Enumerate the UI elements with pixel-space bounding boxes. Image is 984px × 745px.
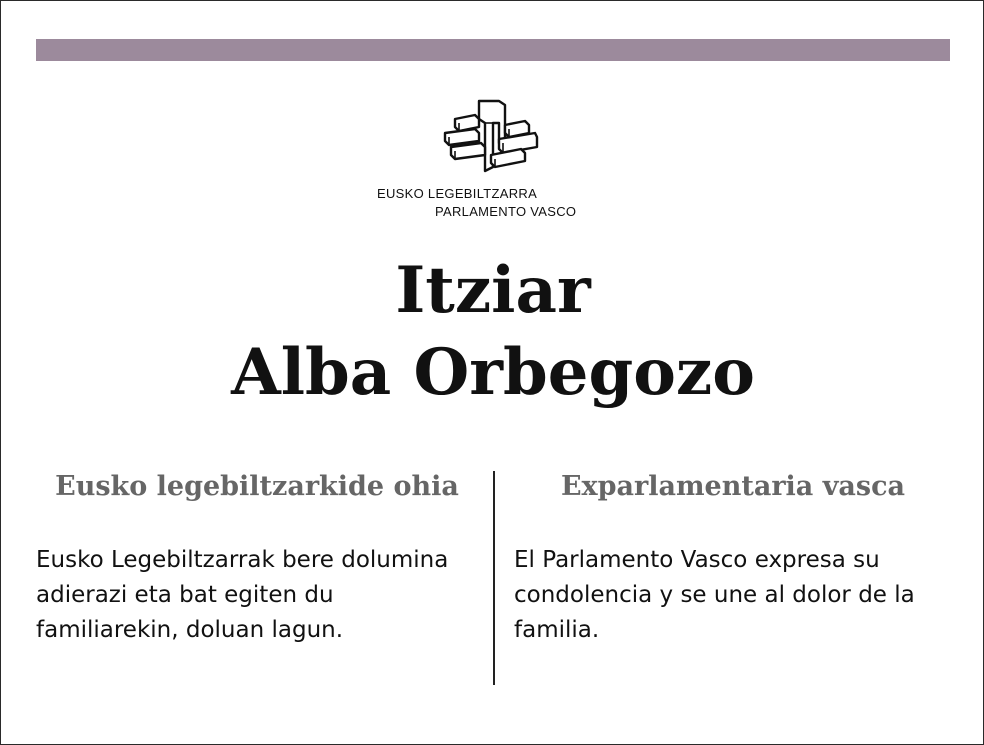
spanish-condolence-text: El Parlamento Vasco expresa su condolencia y se une al dolor de la familia. <box>514 547 915 643</box>
deceased-first-name: Itziar <box>395 253 591 328</box>
org-name-basque: EUSKO LEGEBILTZARRA <box>377 186 538 201</box>
top-accent-bar <box>36 39 950 61</box>
basque-column-heading: Eusko legebiltzarkide ohia <box>55 471 459 502</box>
basque-condolence-text: Eusko Legebiltzarrak bere dolumina adierazi eta bat egiten du familiarekin, doluan lagun. <box>36 547 449 643</box>
org-name-spanish: PARLAMENTO VASCO <box>435 204 577 219</box>
parliament-logo-icon <box>441 97 541 183</box>
column-divider <box>493 471 495 685</box>
deceased-surnames: Alba Orbegozo <box>231 335 755 410</box>
spanish-column-heading: Exparlamentaria vasca <box>560 471 906 502</box>
